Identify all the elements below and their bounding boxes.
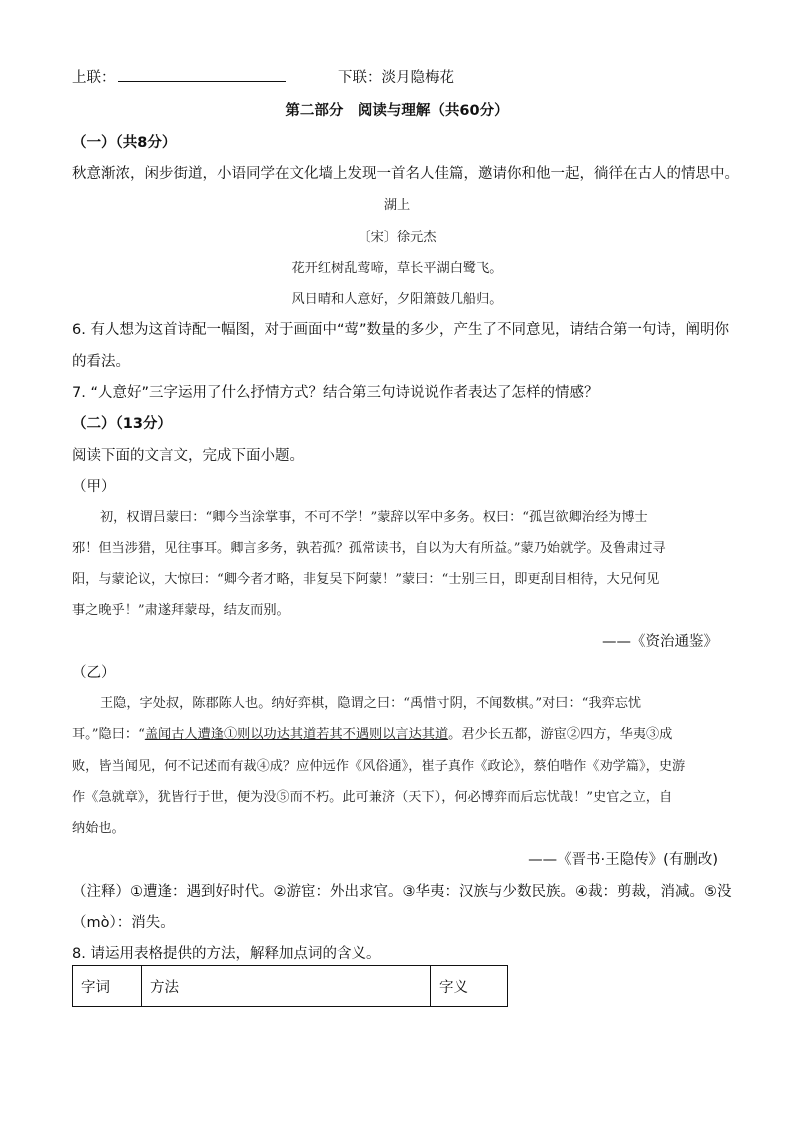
yi-text-line-1: 王隐，字处叔，陈郡陈人也。纳好弈棋，隐谓之曰：“禹惜寸阴，不闻数棋。”对曰：“我弈忘忧 — [100, 696, 642, 711]
question-7: 7. “人意好”三字运用了什么抒情方式？结合第三句诗说说作者表达了怎样的情感？ — [72, 385, 599, 401]
question-6-line-2: 的看法。 — [72, 354, 130, 370]
underlined-sentence: 盖闻古人遭逢①则以功达其道若其不遇则以言达其道 — [144, 727, 449, 742]
yi-text-line-2 — [72, 723, 672, 742]
table-row — [73, 966, 508, 1007]
jia-text-line-1: 初，权谓吕蒙曰：“卿今当涂掌事，不可不学！”蒙辞以军中多务。权曰：“孤岂欲卿治经为博士 — [100, 510, 648, 525]
poem-author: 〔宋〕徐元杰 — [357, 230, 437, 245]
jia-text-line-3: 阳，与蒙论议，大惊曰：“卿今者才略，非复吴下阿蒙！”蒙曰：“士别三日，即更刮目相待，大兄何见 — [72, 572, 660, 587]
part2-heading: （二）（13分） — [72, 416, 172, 432]
notes-line-2: （mò）：消失。 — [72, 915, 175, 931]
lower-couplet-label: 下联： — [338, 70, 382, 86]
answer-table — [72, 965, 508, 1007]
yi-text-line-2-start: 耳。”隐曰：“ — [72, 727, 145, 742]
lower-couplet-line — [338, 66, 454, 87]
yi-text-line-2-end: 。君少长五都，游宦②四方，华夷③成 — [448, 727, 673, 742]
section-title: 第二部分 阅读与理解（共60分） — [285, 103, 509, 119]
yi-text-line-5: 纳始也。 — [72, 821, 125, 836]
question-6-line-1: 6. 有人想为这首诗配一幅图，对于画面中“莺”数量的多少，产生了不同意见，请结合第一句诗，阐明你 — [72, 322, 729, 338]
upper-couplet-label: 上联： — [72, 70, 116, 86]
jia-text-line-4: 事之晚乎！”肃遂拜蒙母，结友而别。 — [72, 603, 290, 618]
poem-line-1: 花开红树乱莺啼，草长平湖白鹭飞。 — [291, 261, 503, 276]
part2-instruction: 阅读下面的文言文，完成下面小题。 — [72, 448, 304, 464]
jia-text-line-2: 邪！但当涉猎，见往事耳。卿言多务，孰若孤？孤常读书，自以为大有所益。”蒙乃始就学。及鲁肃过寻 — [72, 541, 666, 556]
upper-couplet-line — [72, 66, 286, 87]
lower-couplet-text: 淡月隐梅花 — [381, 70, 454, 86]
question-8: 8. 请运用表格提供的方法，解释加点词的含义。 — [72, 946, 381, 962]
upper-couplet-blank[interactable] — [118, 67, 286, 82]
yi-text-line-3: 败，皆当闻见，何不记述而有裁④成？应仲远作《风俗通》，崔子真作《政论》，蔡伯喈作《劝学篇》，史游 — [72, 759, 686, 774]
part1-heading: （一）（共8分） — [72, 135, 177, 151]
poem-line-2: 风日晴和人意好，夕阳箫鼓几船归。 — [291, 292, 503, 307]
jia-source: ——《资治通鉴》 — [602, 634, 718, 650]
yi-source: ——《晋书·王隐传》(有删改) — [528, 852, 718, 868]
yi-label: （乙） — [72, 665, 116, 681]
poem-title: 湖上 — [383, 198, 411, 213]
notes-line-1: （注释）①遭逢：遇到好时代。②游宦：外出求官。③华夷：汉族与少数民族。④裁：剪裁，消减。⑤没 — [72, 884, 732, 900]
part1-intro: 秋意渐浓，闲步街道，小语同学在文化墙上发现一首名人佳篇，邀请你和他一起，徜徉在古人的情思中。 — [72, 166, 739, 182]
table-header-word: 字词 — [73, 966, 142, 1007]
yi-text-line-4: 作《急就章》，犹皆行于世，便为没⑤而不朽。此可兼济（天下），何必博弈而后忘忧哉！”史官之立，自 — [72, 790, 673, 805]
jia-label: （甲） — [72, 479, 116, 495]
table-header-method: 方法 — [142, 966, 431, 1007]
table-header-meaning: 字义 — [431, 966, 508, 1007]
